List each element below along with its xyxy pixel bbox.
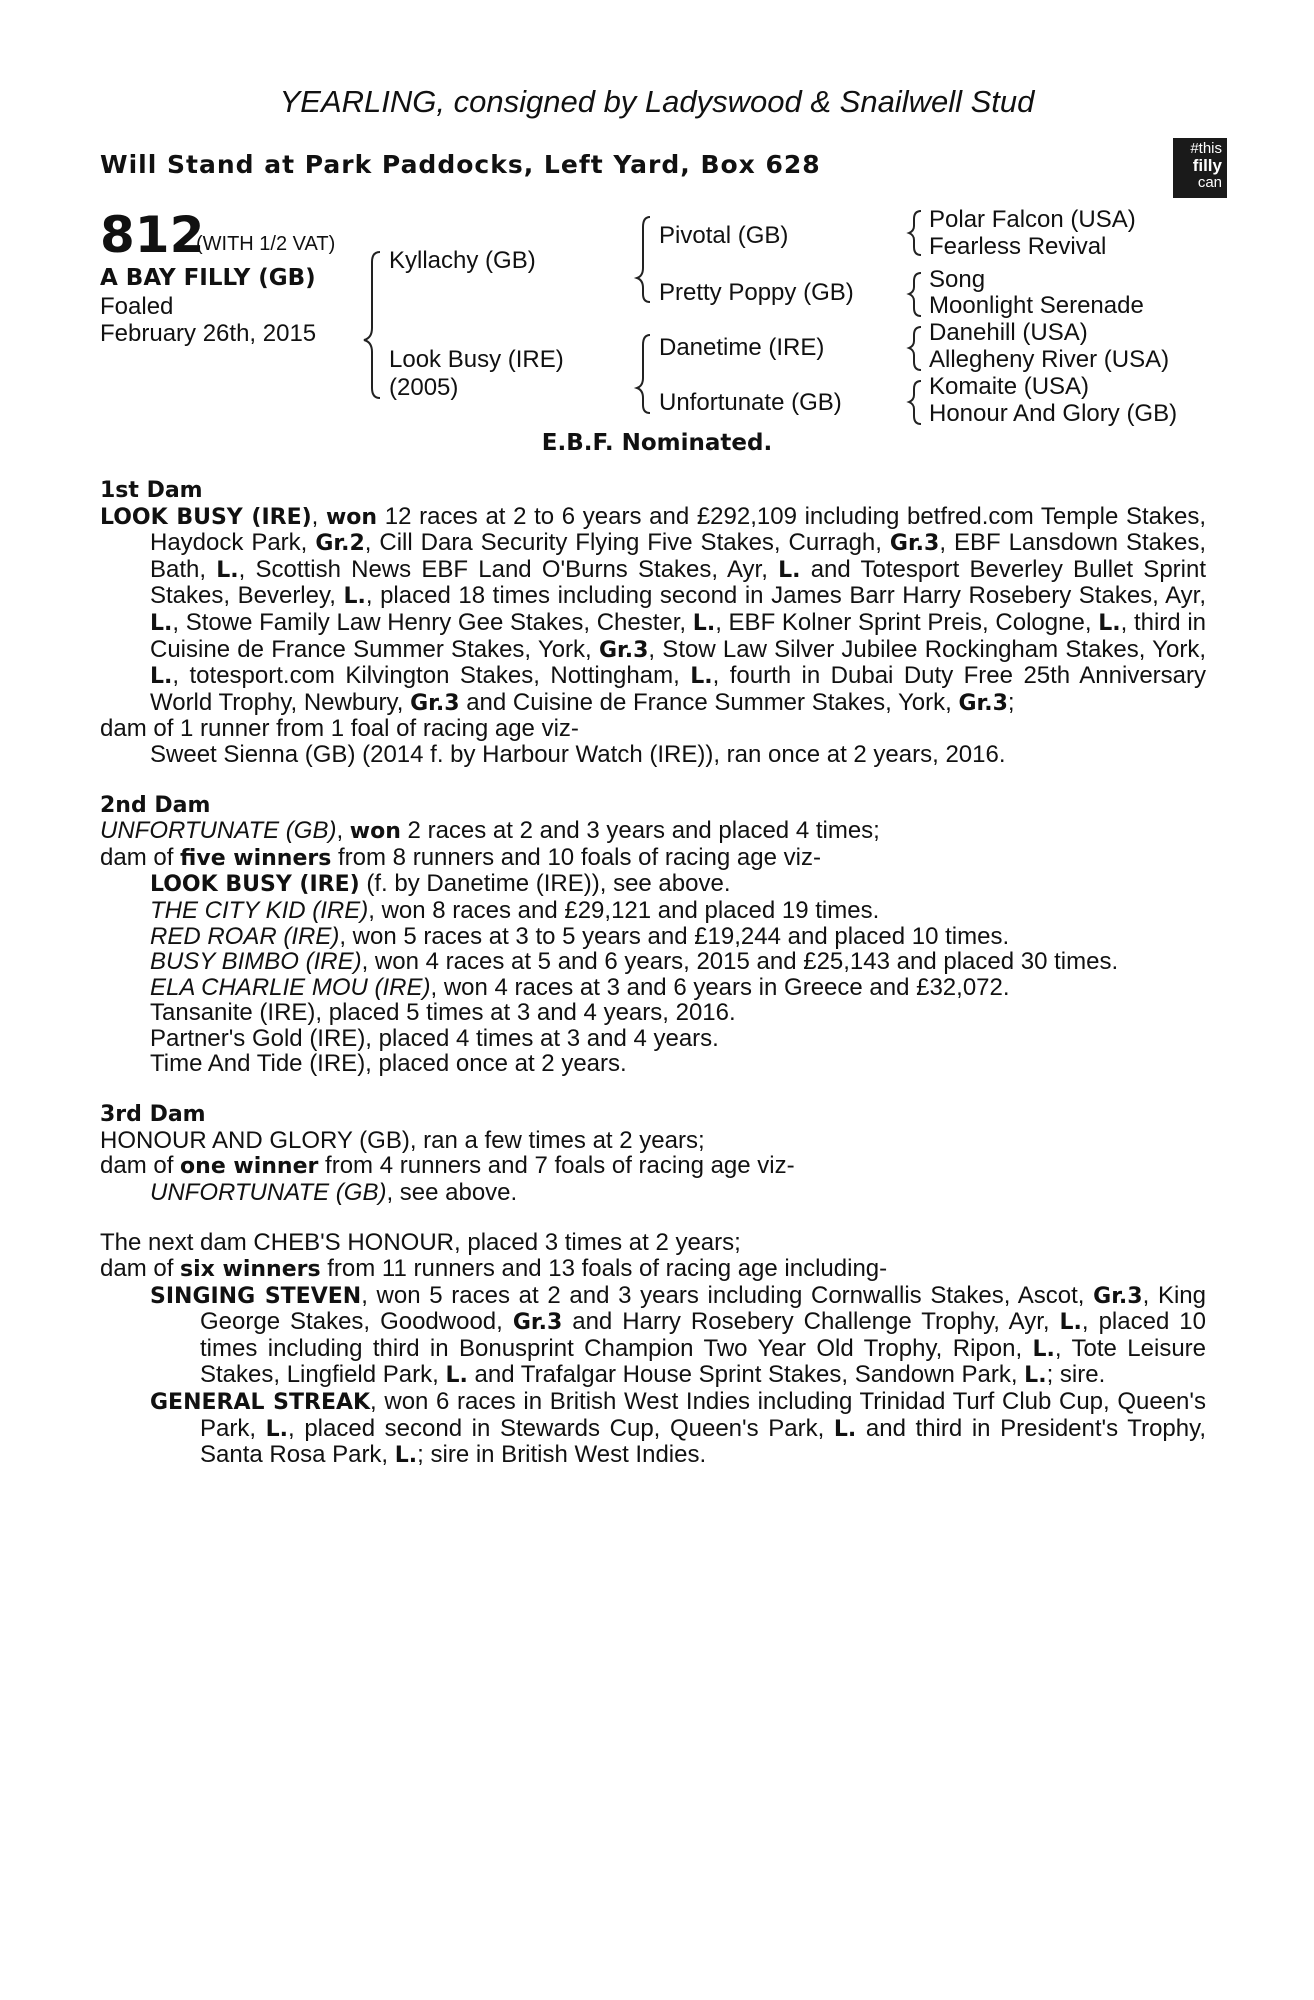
pedigree-dam [389,346,564,402]
badge-line: can [1197,174,1222,191]
pedigree-dam-name: Look Busy (IRE) [389,346,564,373]
produce-item: Tansanite (IRE), placed 5 times at 3 and 4 years, 2016. [150,999,736,1027]
pedigree-sire-sire: Pivotal (GB) [659,222,789,249]
next-dam-record: The next dam CHEB'S HONOUR, placed 3 times at 2 years; [100,1229,741,1257]
pedigree-dam-dam: Unfortunate (GB) [659,389,842,416]
pedigree-sire: Kyllachy (GB) [389,247,536,274]
foaled-date: February 26th, 2015 [100,320,317,347]
produce-item: ELA CHARLIE MOU (IRE), won 4 races at 3 and 6 years in Greece and £32,072. [150,973,1010,1001]
produce-item: RED ROAR (IRE), won 5 races at 3 to 5 years and £19,244 and placed 10 times. [150,922,1010,950]
pedigree-ggp: Allegheny River (USA) [929,346,1170,373]
first-dam-produce-summary: dam of 1 runner from 1 foal of racing age viz- [100,715,579,743]
pedigree-ggp: Fearless Revival [929,233,1107,260]
pedigree-sire-dam: Pretty Poppy (GB) [659,279,854,306]
pedigree-ggp: Moonlight Serenade [929,292,1144,319]
dam-name: LOOK BUSY (IRE) [100,504,312,530]
produce-item: LOOK BUSY (IRE) (f. by Danetime (IRE)), see above. [150,870,731,898]
vat-note: (WITH 1/2 VAT) [196,233,336,255]
sire-dam-bracket [364,252,380,398]
dam-line-bracket [637,335,650,413]
produce-item: SINGING STEVEN, won 5 races at 2 and 3 years including Cornwallis Stakes, Ascot, Gr.3, King George Stakes, Goodwood, Gr.3 and Harry Rosebery Challenge Trophy, Ayr, L., placed 10 times including third in Bonusprint Champion Two Year Old Trophy, Ripon, L., Tote Leisure Stakes, Lingfield Park, L. and Trafalgar House Sprint Stakes, Sandown Park, L.; sire. [150,1281,1207,1389]
consignment-header: YEARLING, consigned by Ladyswood & Snailwell Stud [279,84,1035,119]
badge-line: #this [1190,140,1222,157]
first-dam-record: LOOK BUSY (IRE), won 12 races at 2 to 6 years and £292,109 including betfred.com Temple Stakes, Haydock Park, Gr.2, Cill Dara Security Flying Five Stakes, Curragh, Gr.3, EBF Lansdown Stakes, Bath, L., Scottish News EBF Land O'Burns Stakes, Ayr, L. and Totesport Beverley Bullet Sprint Stakes, Beverley, L., placed 18 times including second in James Barr Harry Rosebery Stakes, Ayr, L., Stowe Family Law Henry Gee Stakes, Chester, L., EBF Kolner Sprint Preis, Cologne, L., third in Cuisine de France Summer Stakes, York, Gr.3, Stow Law Silver Jubilee Rockingham Stakes, York, L., totesport.com Kilvington Stakes, Nottingham, L., fourth in Dubai Duty Free 25th Anniversary World Trophy, Newbury, Gr.3 and Cuisine de France Summer Stakes, York, Gr.3; [100,502,1207,716]
stand-location: Will Stand at Park Paddocks, Left Yard, Box 628 [100,150,821,179]
pedigree-ggp: Honour And Glory (GB) [929,400,1178,427]
second-dam-record: UNFORTUNATE (GB), won 2 races at 2 and 3 years and placed 4 times; [100,817,880,845]
produce-item: THE CITY KID (IRE), won 8 races and £29,121 and placed 19 times. [150,896,880,924]
produce-item: Sweet Sienna (GB) (2014 f. by Harbour Watch (IRE)), ran once at 2 years, 2016. [150,740,1006,768]
pedigree-dam-year: (2005) [389,374,459,401]
lot-number: 812 [100,206,205,264]
pedigree-ggp: Song [929,266,986,293]
third-dam-heading: 3rd Dam [100,1102,206,1128]
third-dam-produce-summary: dam of one winner from 4 runners and 7 foals of racing age viz- [100,1152,795,1180]
dam-name: UNFORTUNATE (GB) [100,817,337,845]
produce-item: UNFORTUNATE (GB), see above. [150,1178,518,1206]
badge-line: filly [1192,156,1222,175]
produce-item: BUSY BIMBO (IRE), won 4 races at 5 and 6 years, 2015 and £25,143 and placed 30 times. [150,948,1119,976]
lot-title: A BAY FILLY (GB) [100,265,316,291]
won-label: won [325,504,378,530]
catalogue-body [100,478,1206,1469]
next-dam-produce-summary: dam of six winners from 11 runners and 13 foals of racing age including- [100,1255,888,1283]
produce-item: Partner's Gold (IRE), placed 4 times at 3 and 4 years. [150,1024,719,1052]
ebf-nominated: E.B.F. Nominated. [541,430,773,456]
ggp-bracket [909,211,921,255]
foaled-label: Foaled [100,293,174,320]
pedigree-ggp: Komaite (USA) [929,373,1090,400]
pedigree-ggp: Polar Falcon (USA) [929,206,1136,233]
produce-item: GENERAL STREAK, won 6 races in British West Indies including Trinidad Turf Club Cup, Queen's Park, L., placed second in Stewards Cup, Queen's Park, L. and third in President's Trophy, Santa Rosa Park, L.; sire in British West Indies. [150,1388,1206,1469]
second-dam-produce-summary: dam of five winners from 8 runners and 10 foals of racing age viz- [100,843,821,871]
pedigree-dam-sire: Danetime (IRE) [659,334,825,361]
sire-line-bracket [637,217,650,302]
ggp-bracket [909,327,921,370]
third-dam-record: HONOUR AND GLORY (GB), ran a few times at 2 years; [100,1126,705,1154]
ggp-bracket [909,381,921,424]
first-dam-heading: 1st Dam [100,478,203,503]
ggp-bracket [909,273,921,316]
second-dam-heading: 2nd Dam [100,792,211,818]
pedigree-ggp: Danehill (USA) [929,319,1088,346]
produce-item: Time And Tide (IRE), placed once at 2 years. [150,1050,627,1078]
